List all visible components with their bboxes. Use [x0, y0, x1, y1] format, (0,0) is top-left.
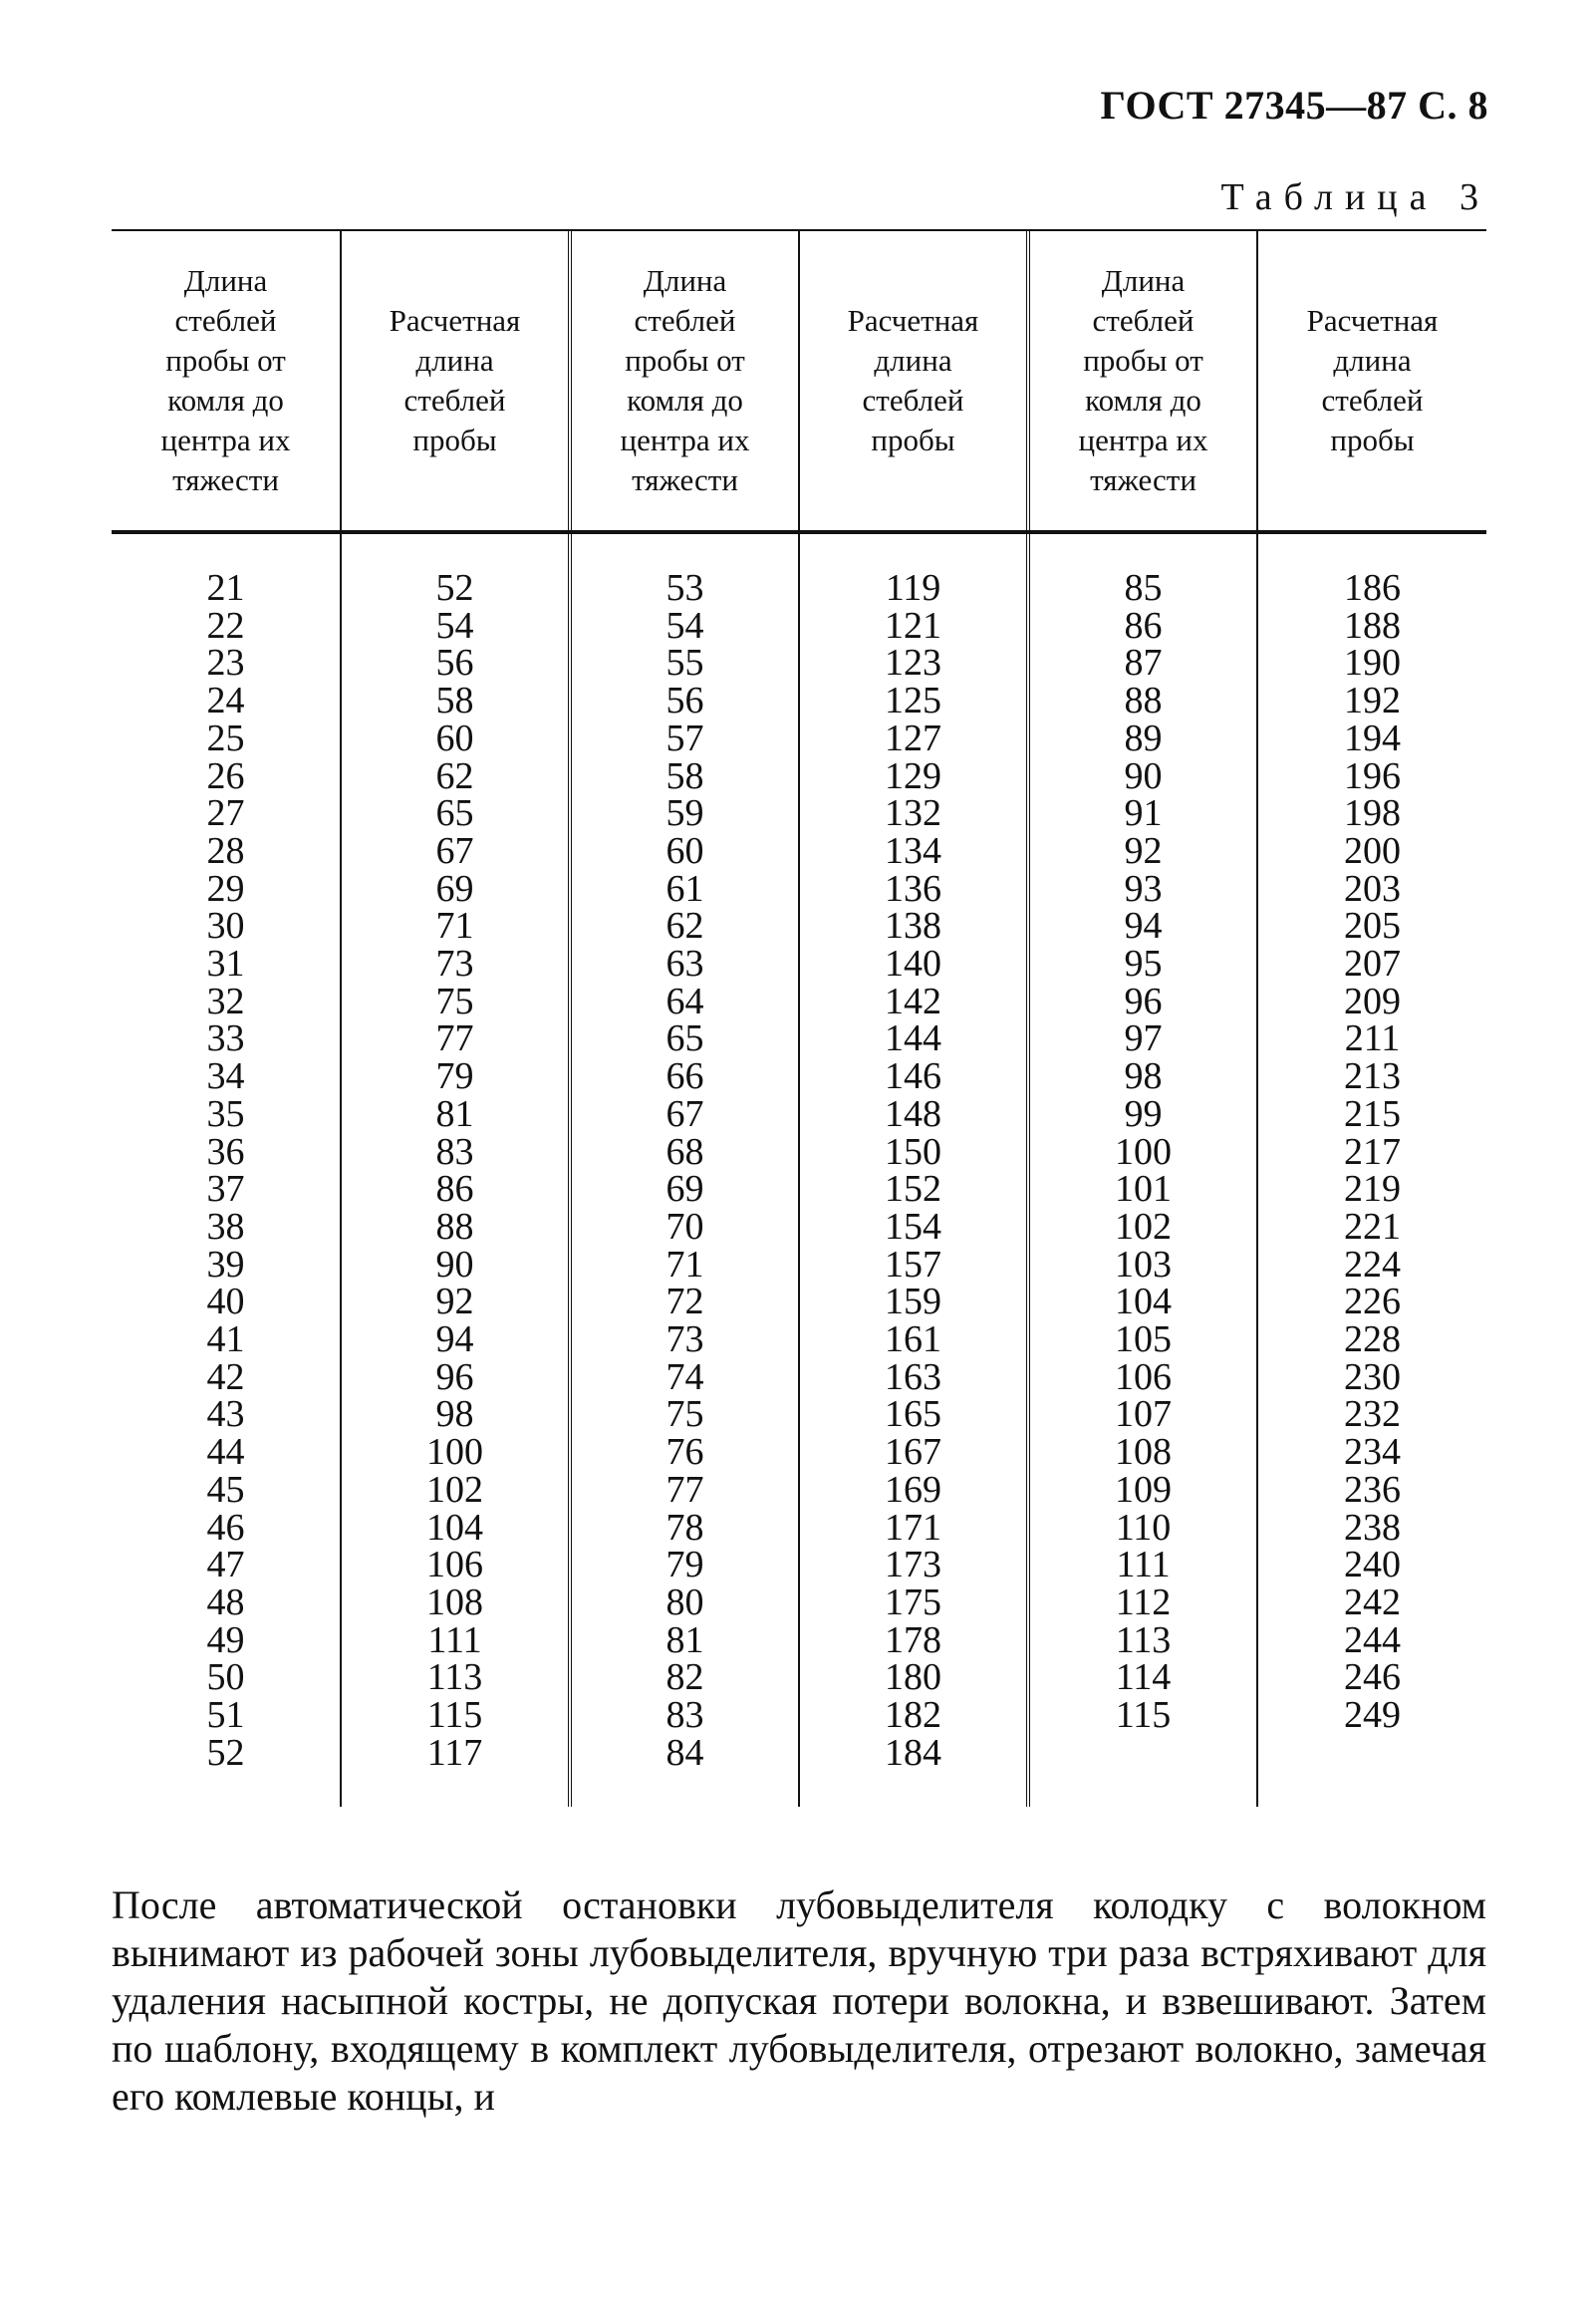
- column-header-calculated: [799, 231, 1028, 530]
- table-cell: 109: [1115, 1468, 1172, 1511]
- table-cell: 67: [435, 829, 474, 872]
- table-cell: 203: [1344, 867, 1401, 910]
- table-cell: 171: [885, 1506, 941, 1549]
- header-line: длина: [415, 343, 494, 378]
- table-cell: 39: [206, 1243, 245, 1286]
- table-cell: 213: [1344, 1055, 1401, 1098]
- table-cell: 45: [206, 1468, 245, 1511]
- table-cell: 41: [206, 1318, 245, 1361]
- table-cell: 59: [665, 792, 704, 835]
- table-cell: 77: [665, 1468, 704, 1511]
- table-cell: 211: [1344, 1017, 1401, 1060]
- column-values-length: [112, 534, 341, 1807]
- table-cell: 113: [426, 1656, 483, 1699]
- table-cell: 184: [885, 1731, 941, 1774]
- table-cell: 68: [665, 1130, 704, 1173]
- column-values-calculated: [341, 534, 570, 1807]
- table-cell: 92: [435, 1281, 474, 1323]
- table-cell: 29: [206, 867, 245, 910]
- table-cell: 49: [206, 1618, 245, 1661]
- table-cell: 94: [435, 1318, 474, 1361]
- table-cell: 25: [206, 717, 245, 759]
- table-cell: 178: [885, 1618, 941, 1661]
- table-cell: 86: [1124, 604, 1163, 647]
- table-cell: 95: [1124, 943, 1163, 986]
- table-cell: 138: [885, 905, 941, 948]
- column-values-length: [570, 534, 799, 1807]
- table-cell: 190: [1344, 642, 1401, 685]
- table-cell: 100: [426, 1431, 483, 1474]
- header-line: центра их: [620, 423, 750, 457]
- table-cell: 150: [885, 1130, 941, 1173]
- column-header-length: [570, 231, 799, 530]
- table-cell: 23: [206, 642, 245, 685]
- table-cell: 58: [665, 754, 704, 797]
- table-cell: 94: [1124, 905, 1163, 948]
- header-line: Расчетная: [389, 303, 521, 338]
- table-cell: 55: [665, 642, 704, 685]
- header-line: стеблей: [862, 383, 964, 418]
- header-line: Длина: [643, 263, 727, 298]
- table-cell: 52: [206, 1731, 245, 1774]
- table-cell: 65: [665, 1017, 704, 1060]
- table-cell: 161: [885, 1318, 941, 1361]
- table-cell: 113: [1115, 1618, 1172, 1661]
- table-cell: 200: [1344, 829, 1401, 872]
- table-cell: 230: [1344, 1355, 1401, 1398]
- table-cell: 136: [885, 867, 941, 910]
- table-cell: 129: [885, 754, 941, 797]
- table-cell: 152: [885, 1168, 941, 1211]
- header-line: пробы: [871, 423, 955, 457]
- table-cell: 22: [206, 604, 245, 647]
- table-cell: 60: [665, 829, 704, 872]
- table-header-row: [112, 231, 1486, 530]
- table-cell: 56: [435, 642, 474, 685]
- table-cell: 40: [206, 1281, 245, 1323]
- table-cell: 65: [435, 792, 474, 835]
- table-cell: 188: [1344, 604, 1401, 647]
- table-cell: 62: [435, 754, 474, 797]
- table-cell: 52: [435, 567, 474, 609]
- table-cell: 43: [206, 1393, 245, 1436]
- table-cell: 142: [885, 980, 941, 1022]
- table-cell: 108: [426, 1581, 483, 1623]
- table-cell: 69: [665, 1168, 704, 1211]
- header-line: стеблей: [634, 303, 736, 338]
- table-cell: 75: [435, 980, 474, 1022]
- header-line: комля до: [627, 383, 743, 418]
- table-cell: 62: [665, 905, 704, 948]
- table-cell: 100: [1115, 1130, 1172, 1173]
- table-cell: 87: [1124, 642, 1163, 685]
- table-cell: 249: [1344, 1694, 1401, 1737]
- column-header-calculated: [1257, 231, 1486, 530]
- header-line: Расчетная: [1306, 303, 1439, 338]
- table-cell: 246: [1344, 1656, 1401, 1699]
- table-cell: 244: [1344, 1618, 1401, 1661]
- table-cell: 163: [885, 1355, 941, 1398]
- table-cell: 111: [1116, 1544, 1171, 1586]
- header-line: длина: [1333, 343, 1412, 378]
- table-cell: 67: [665, 1092, 704, 1135]
- table-cell: 77: [435, 1017, 474, 1060]
- header-line: Расчетная: [847, 303, 979, 338]
- column-values-calculated: [799, 534, 1028, 1807]
- table-cell: 92: [1124, 829, 1163, 872]
- table-cell: 144: [885, 1017, 941, 1060]
- table-cell: 66: [665, 1055, 704, 1098]
- table-cell: 159: [885, 1281, 941, 1323]
- table-cell: 56: [665, 680, 704, 722]
- table-cell: 157: [885, 1243, 941, 1286]
- table-cell: 127: [885, 717, 941, 759]
- header-line: центра их: [160, 423, 291, 457]
- table-cell: 207: [1344, 943, 1401, 986]
- table-cell: 81: [435, 1092, 474, 1135]
- table-cell: 69: [435, 867, 474, 910]
- table-cell: 88: [1124, 680, 1163, 722]
- data-table-container: [112, 229, 1486, 1807]
- table-cell: 91: [1124, 792, 1163, 835]
- table-cell: 57: [665, 717, 704, 759]
- table-cell: 96: [1124, 980, 1163, 1022]
- header-line: Длина: [1101, 263, 1186, 298]
- table-cell: 50: [206, 1656, 245, 1699]
- data-table: [112, 231, 1486, 1807]
- table-cell: 121: [885, 604, 941, 647]
- table-cell: 33: [206, 1017, 245, 1060]
- table-cell: 108: [1115, 1431, 1172, 1474]
- table-caption: Таблица 3: [1220, 176, 1490, 218]
- table-cell: 134: [885, 829, 941, 872]
- table-cell: 37: [206, 1168, 245, 1211]
- table-cell: 119: [885, 567, 941, 609]
- header-line: пробы от: [165, 343, 286, 378]
- table-cell: 219: [1344, 1168, 1401, 1211]
- table-cell: 24: [206, 680, 245, 722]
- table-cell: 54: [435, 604, 474, 647]
- header-line: пробы от: [1083, 343, 1203, 378]
- table-cell: 72: [665, 1281, 704, 1323]
- table-cell: 27: [206, 792, 245, 835]
- body-paragraph: После автоматической остановки лубовыделителя колодку с волокном вынимают из рабочей зоны лубовыделителя, вручную три раза встряхивают для удаления насыпной костры, не допуская потери волокна, и взвешивают. Затем по шаблону, входящему в комплект лубовыделителя, отрезают волокно, замечая его комлевые концы, и: [112, 1882, 1486, 2119]
- table-cell: 71: [665, 1243, 704, 1286]
- table-cell: 198: [1344, 792, 1401, 835]
- header-line: комля до: [167, 383, 284, 418]
- table-cell: 123: [885, 642, 941, 685]
- table-cell: 36: [206, 1130, 245, 1173]
- table-cell: 71: [435, 905, 474, 948]
- table-cell: 31: [206, 943, 245, 986]
- table-cell: 101: [1115, 1168, 1172, 1211]
- table-cell: 83: [435, 1130, 474, 1173]
- table-cell: 34: [206, 1055, 245, 1098]
- table-cell: 167: [885, 1431, 941, 1474]
- table-cell: 102: [1115, 1205, 1172, 1248]
- table-cell: 93: [1124, 867, 1163, 910]
- header-line: тяжести: [1090, 462, 1197, 497]
- header-line: центра их: [1078, 423, 1208, 457]
- table-cell: 26: [206, 754, 245, 797]
- table-cell: 85: [1124, 567, 1163, 609]
- table-cell: 61: [665, 867, 704, 910]
- table-cell: 81: [665, 1618, 704, 1661]
- table-cell: 180: [885, 1656, 941, 1699]
- table-cell: 169: [885, 1468, 941, 1511]
- table-cell: 90: [1124, 754, 1163, 797]
- table-cell: 102: [426, 1468, 483, 1511]
- table-cell: 51: [206, 1694, 245, 1737]
- table-cell: 148: [885, 1092, 941, 1135]
- table-cell: 140: [885, 943, 941, 986]
- column-header-length: [1028, 231, 1257, 530]
- table-cell: 99: [1124, 1092, 1163, 1135]
- table-cell: 54: [665, 604, 704, 647]
- table-cell: 103: [1115, 1243, 1172, 1286]
- table-cell: 46: [206, 1506, 245, 1549]
- table-cell: 173: [885, 1544, 941, 1586]
- table-cell: 98: [435, 1393, 474, 1436]
- table-cell: 209: [1344, 980, 1401, 1022]
- table-cell: 84: [665, 1731, 704, 1774]
- table-cell: 236: [1344, 1468, 1401, 1511]
- page-header: ГОСТ 27345—87 С. 8: [1100, 83, 1488, 128]
- table-cell: 80: [665, 1581, 704, 1623]
- table-cell: 240: [1344, 1544, 1401, 1586]
- table-cell: 64: [665, 980, 704, 1022]
- table-cell: 114: [1115, 1656, 1172, 1699]
- table-cell: 30: [206, 905, 245, 948]
- table-cell: 75: [665, 1393, 704, 1436]
- table-cell: 165: [885, 1393, 941, 1436]
- table-cell: 104: [426, 1506, 483, 1549]
- table-cell: 73: [665, 1318, 704, 1361]
- table-cell: 146: [885, 1055, 941, 1098]
- table-cell: 86: [435, 1168, 474, 1211]
- table-cell: 73: [435, 943, 474, 986]
- table-cell: 182: [885, 1694, 941, 1737]
- column-values-length: [1028, 534, 1257, 1807]
- table-cell: 47: [206, 1544, 245, 1586]
- table-cell: 74: [665, 1355, 704, 1398]
- table-cell: 217: [1344, 1130, 1401, 1173]
- table-cell: 125: [885, 680, 941, 722]
- table-cell: 38: [206, 1205, 245, 1248]
- table-cell: 28: [206, 829, 245, 872]
- table-cell: 112: [1115, 1581, 1172, 1623]
- table-cell: 154: [885, 1205, 941, 1248]
- table-cell: 196: [1344, 754, 1401, 797]
- table-cell: 238: [1344, 1506, 1401, 1549]
- table-cell: 48: [206, 1581, 245, 1623]
- table-cell: 21: [206, 567, 245, 609]
- table-cell: 186: [1344, 567, 1401, 609]
- table-cell: 32: [206, 980, 245, 1022]
- table-cell: 82: [665, 1656, 704, 1699]
- table-cell: 226: [1344, 1281, 1401, 1323]
- table-cell: 224: [1344, 1243, 1401, 1286]
- header-line: пробы от: [625, 343, 745, 378]
- table-cell: 221: [1344, 1205, 1401, 1248]
- table-cell: 115: [1115, 1694, 1172, 1737]
- table-cell: 76: [665, 1431, 704, 1474]
- table-cell: 105: [1115, 1318, 1172, 1361]
- header-line: тяжести: [632, 462, 738, 497]
- table-cell: 232: [1344, 1393, 1401, 1436]
- table-cell: 192: [1344, 680, 1401, 722]
- header-line: стеблей: [1092, 303, 1195, 338]
- table-cell: 96: [435, 1355, 474, 1398]
- header-line: длина: [874, 343, 952, 378]
- table-cell: 63: [665, 943, 704, 986]
- table-cell: 78: [665, 1506, 704, 1549]
- header-line: Длина: [183, 263, 268, 298]
- table-cell: 115: [426, 1694, 483, 1737]
- table-cell: 79: [665, 1544, 704, 1586]
- column-header-length: [112, 231, 341, 530]
- table-cell: 205: [1344, 905, 1401, 948]
- table-cell: 117: [426, 1731, 483, 1774]
- table-cell: 88: [435, 1205, 474, 1248]
- table-cell: 175: [885, 1581, 941, 1623]
- table-cell: 104: [1115, 1281, 1172, 1323]
- table-cell: 234: [1344, 1431, 1401, 1474]
- table-cell: 35: [206, 1092, 245, 1135]
- header-line: стеблей: [174, 303, 277, 338]
- table-cell: 111: [427, 1618, 482, 1661]
- header-line: тяжести: [172, 462, 279, 497]
- header-line: стеблей: [403, 383, 506, 418]
- table-cell: 60: [435, 717, 474, 759]
- table-cell: 228: [1344, 1318, 1401, 1361]
- header-line: стеблей: [1321, 383, 1424, 418]
- table-cell: 132: [885, 792, 941, 835]
- header-line: пробы: [1330, 423, 1415, 457]
- table-cell: 42: [206, 1355, 245, 1398]
- column-values-calculated: [1257, 534, 1486, 1807]
- table-cell: 98: [1124, 1055, 1163, 1098]
- column-header-calculated: [341, 231, 570, 530]
- table-cell: 44: [206, 1431, 245, 1474]
- table-cell: 106: [426, 1544, 483, 1586]
- table-cell: 215: [1344, 1092, 1401, 1135]
- table-cell: 89: [1124, 717, 1163, 759]
- table-cell: 79: [435, 1055, 474, 1098]
- table-cell: 242: [1344, 1581, 1401, 1623]
- table-cell: 110: [1115, 1506, 1172, 1549]
- table-body-row: [112, 534, 1486, 1807]
- table-cell: 194: [1344, 717, 1401, 759]
- table-cell: 97: [1124, 1017, 1163, 1060]
- table-cell: 53: [665, 567, 704, 609]
- table-cell: 70: [665, 1205, 704, 1248]
- table-cell: 58: [435, 680, 474, 722]
- header-line: пробы: [412, 423, 497, 457]
- table-cell: 83: [665, 1694, 704, 1737]
- header-line: комля до: [1085, 383, 1201, 418]
- table-cell: 107: [1115, 1393, 1172, 1436]
- table-cell: 90: [435, 1243, 474, 1286]
- table-cell: 106: [1115, 1355, 1172, 1398]
